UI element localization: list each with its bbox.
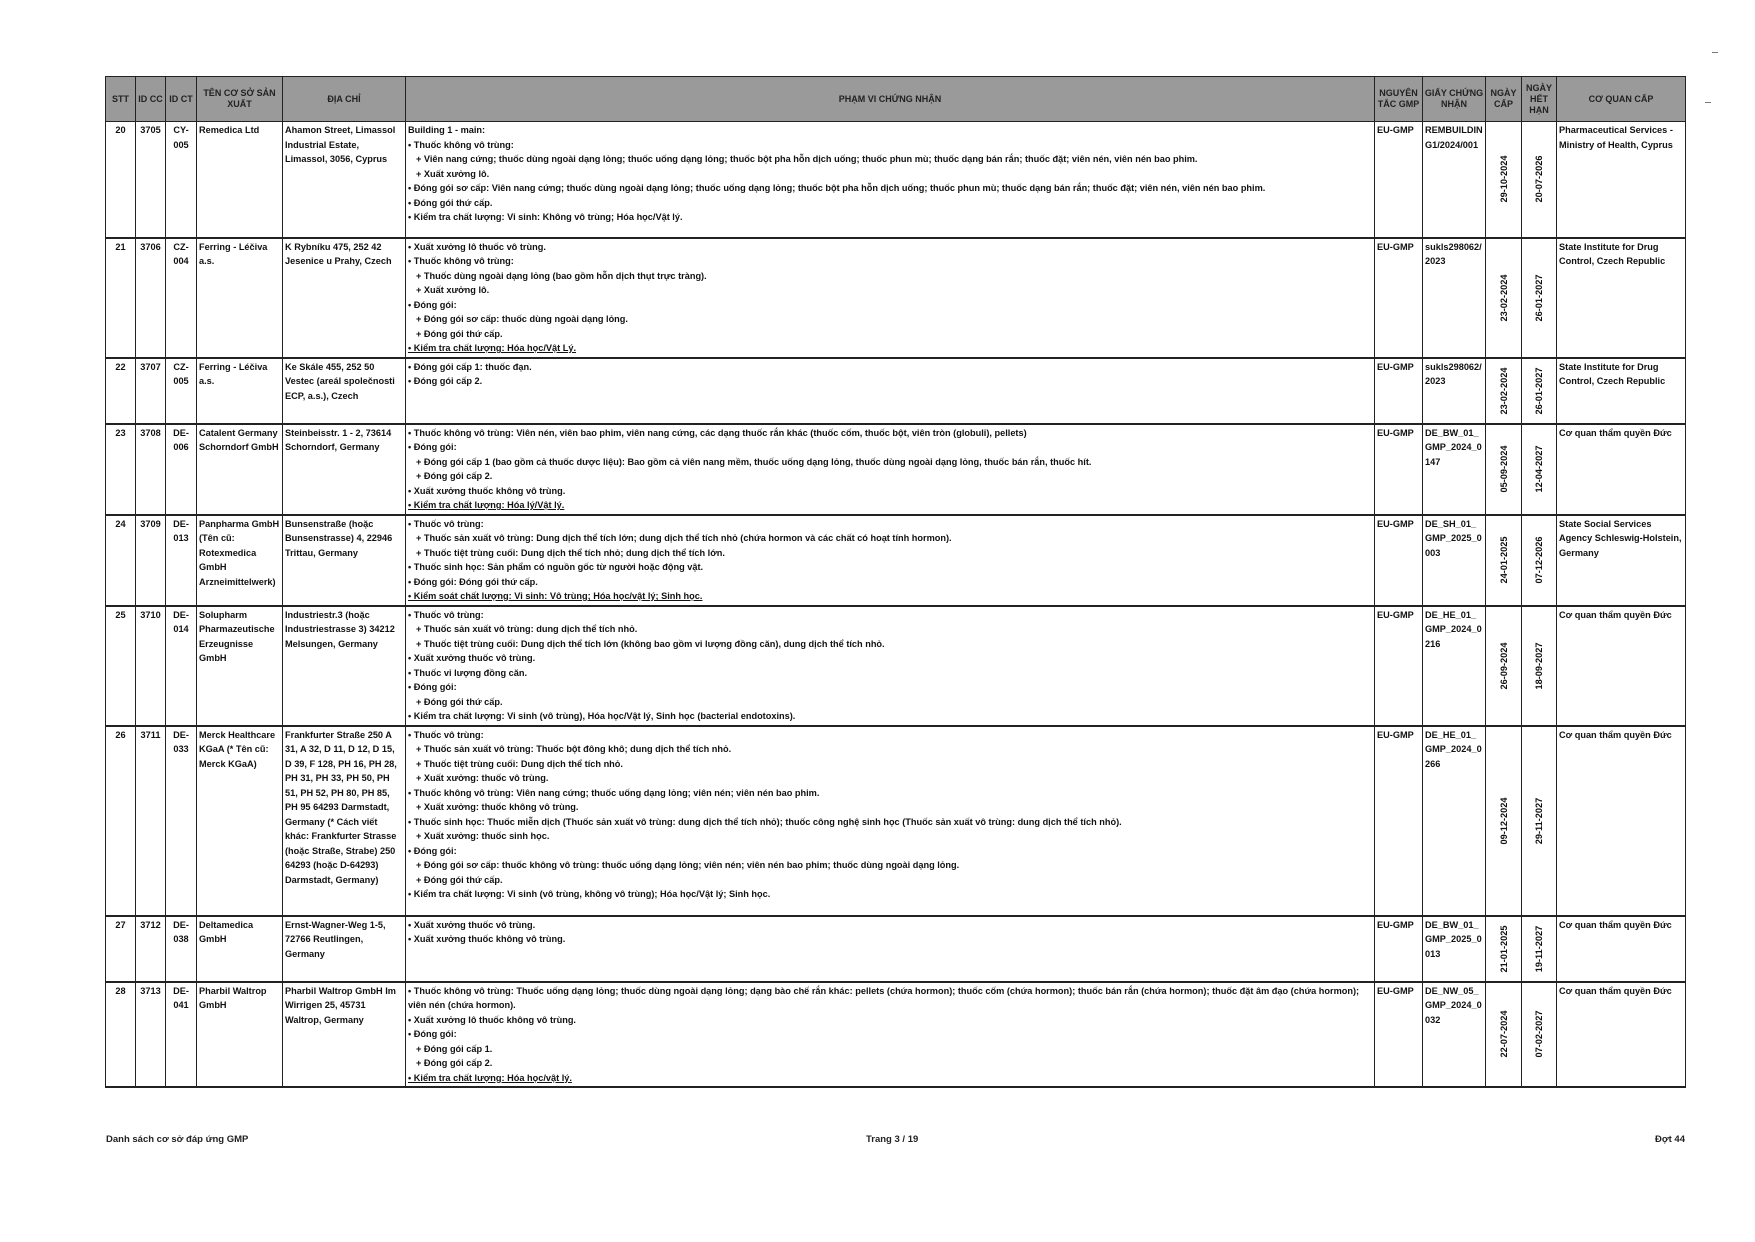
cell-id-ct: DE-041 (166, 982, 197, 1088)
scope-line: • Đóng gói sơ cấp: Viên nang cứng; thuốc dùng ngoài dạng lỏng; thuốc uống dạng lỏng; thuốc bột pha hỗn dịch uống; thuốc phun mù; thuốc dạng bán rắn; thuốc đặt; viên nén, viên nén bao phim. (408, 183, 1266, 193)
cell-issue-date (1486, 982, 1522, 1088)
cell-gmp: EU-GMP (1375, 515, 1423, 606)
cell-authority: State Institute for Drug Control, Czech Republic (1557, 238, 1686, 358)
scope-line: • Thuốc vi lượng đồng căn. (408, 667, 527, 678)
col-ngay-het-han: NGÀY HẾT HẠN (1522, 77, 1557, 122)
scope-line: + Đóng gói cấp 2. (416, 471, 493, 481)
cell-id-cc: 3707 (136, 358, 166, 424)
table-row (106, 424, 1686, 515)
cell-id-ct: CY-005 (166, 122, 197, 238)
col-id-ct: ID CT (166, 77, 197, 122)
cell-issue-date (1486, 424, 1522, 515)
footer-right: Đợt 44 (1655, 1134, 1685, 1145)
cell-expiry-date (1522, 726, 1557, 916)
cell-scope (406, 916, 1375, 982)
cell-gmp: EU-GMP (1375, 424, 1423, 515)
cell-issue-date (1486, 238, 1522, 358)
scope-line: + Đóng gói thứ cấp. (416, 696, 503, 707)
issue-date-text: 23-02-2024 (1498, 367, 1509, 414)
scope-line: • Đóng gói: (408, 299, 457, 310)
cell-name: Solupharm Pharmazeutische Erzeugnisse GmbH (197, 606, 283, 726)
footer-left: Danh sách cơ sở đáp ứng GMP (106, 1134, 249, 1145)
cell-stt: 26 (106, 726, 136, 916)
scope-line: • Kiểm tra chất lượng: Hóa học/vật lý. (408, 1072, 572, 1083)
cell-scope (406, 982, 1375, 1088)
issue-date-text: 05-09-2024 (1498, 445, 1509, 493)
expiry-date-text: 26-01-2027 (1533, 367, 1544, 414)
cell-gmp: EU-GMP (1375, 238, 1423, 358)
cell-stt: 28 (106, 982, 136, 1088)
scope-line: + Thuốc dùng ngoài dạng lỏng (bao gồm hỗn dịch thụt trực tràng). (416, 270, 707, 281)
cell-cert: DE_HE_01_GMP_2024_0266 (1423, 726, 1486, 916)
col-ngay-cap: NGÀY CẤP (1486, 77, 1522, 122)
cell-authority: Cơ quan thẩm quyền Đức (1557, 916, 1686, 982)
scope-line: • Đóng gói: (408, 845, 457, 856)
cell-name: Ferring - Léčiva a.s. (197, 358, 283, 424)
scope-line: • Thuốc sinh học: Sản phẩm có nguồn gốc từ người hoặc động vật. (408, 562, 704, 572)
cell-id-ct: DE-038 (166, 916, 197, 982)
cell-stt: 27 (106, 916, 136, 982)
cell-name: Pharbil Waltrop GmbH (197, 982, 283, 1088)
scope-line: + Thuốc tiệt trùng cuối: Dung dịch thể tích nhỏ; dung dịch thể tích lớn. (416, 547, 725, 558)
table-row (106, 238, 1686, 358)
scope-line: • Đóng gói: (408, 1029, 457, 1039)
cell-stt: 22 (106, 358, 136, 424)
cell-cert: sukls298062/2023 (1423, 358, 1486, 424)
expiry-date-text: 20-07-2026 (1533, 155, 1544, 203)
scope-line: + Đóng gói cấp 2. (416, 1058, 493, 1068)
scope-line: • Xuất xưởng lô thuốc vô trùng. (408, 241, 546, 252)
cell-id-cc: 3712 (136, 916, 166, 982)
scan-mark (1705, 102, 1711, 103)
issue-date-text: 09-12-2024 (1498, 797, 1509, 844)
table-row (106, 515, 1686, 606)
cell-issue-date (1486, 122, 1522, 238)
scope-line: • Thuốc không vô trùng: Viên nang cứng; thuốc uống dạng lỏng; viên nén; viên nén bao phim. (408, 787, 820, 798)
scope-line: + Xuất xưởng lô. (416, 285, 490, 295)
cell-scope (406, 122, 1375, 238)
cell-id-ct: CZ-005 (166, 358, 197, 424)
cell-scope (406, 606, 1375, 726)
col-dia-chi: ĐỊA CHỈ (283, 77, 406, 122)
scope-line: • Đóng gói: (408, 442, 457, 452)
cell-id-ct: DE-006 (166, 424, 197, 515)
col-nguyen-tac: NGUYÊN TẮC GMP (1375, 77, 1423, 122)
cell-id-cc: 3713 (136, 982, 166, 1088)
cell-cert: DE_SH_01_GMP_2025_0003 (1423, 515, 1486, 606)
cell-gmp: EU-GMP (1375, 726, 1423, 916)
cell-issue-date (1486, 606, 1522, 726)
cell-name: Ferring - Léčiva a.s. (197, 238, 283, 358)
scope-line: • Kiểm tra chất lượng: Vi sinh (vô trùng), Hóa học/Vật lý, Sinh học (bacterial endotoxins). (408, 711, 796, 721)
cell-name: Deltamedica GmbH (197, 916, 283, 982)
cell-expiry-date (1522, 515, 1557, 606)
table-row (106, 916, 1686, 982)
issue-date-text: 29-10-2024 (1498, 155, 1509, 203)
scope-line: + Đóng gói thứ cấp. (416, 328, 503, 339)
cell-id-cc: 3705 (136, 122, 166, 238)
cell-address: Steinbeisstr. 1 - 2, 73614 Schorndorf, Germany (283, 424, 406, 515)
scope-line: Building 1 - main: (408, 125, 486, 135)
scope-line: • Kiểm tra chất lượng: Hóa lý/Vật lý. (408, 500, 565, 510)
expiry-date-text: 07-12-2026 (1533, 536, 1544, 584)
col-giay-cn: GIẤY CHỨNG NHẬN (1423, 77, 1486, 122)
scope-line: • Kiểm soát chất lượng: Vi sinh: Vô trùng; Hóa học/vật lý; Sinh học. (408, 591, 703, 601)
cell-authority: Cơ quan thẩm quyền Đức (1557, 726, 1686, 916)
scope-line: • Kiểm tra chất lượng: Vi sinh: Không vô trùng; Hóa học/Vật lý. (408, 212, 683, 222)
scope-line: + Thuốc sản xuất vô trùng: Thuốc bột đông khô; dung dịch thể tích nhỏ. (416, 744, 732, 754)
cell-issue-date (1486, 358, 1522, 424)
expiry-date-text: 19-11-2027 (1533, 925, 1544, 972)
scope-line: • Xuất xưởng thuốc vô trùng. (408, 653, 536, 663)
scope-line: • Thuốc sinh học: Thuốc miễn dịch (Thuốc sản xuất vô trùng: dung dịch thể tích nhỏ); thuốc công nghệ sinh học (Thuốc sản xuất vô trùng: dung dịch thể tích nhỏ). (408, 816, 1122, 827)
cell-address: Ernst-Wagner-Weg 1-5, 72766 Reutlingen, Germany (283, 916, 406, 982)
cell-id-ct: DE-033 (166, 726, 197, 916)
scope-line: + Thuốc tiệt trùng cuối: Dung dịch thể tích nhỏ. (416, 758, 623, 769)
cell-stt: 24 (106, 515, 136, 606)
scope-line: + Đóng gói sơ cấp: thuốc không vô trùng: thuốc uống dạng lỏng; viên nén; viên nén bao phim; thuốc dùng ngoài dạng lỏng. (416, 860, 960, 870)
scope-line: • Kiểm tra chất lượng: Vi sinh (vô trùng, không vô trùng); Hóa học/Vật lý; Sinh học. (408, 889, 771, 899)
cell-name: Merck Healthcare KGaA (* Tên cũ: Merck KGaA) (197, 726, 283, 916)
table-row (106, 726, 1686, 916)
cell-scope (406, 424, 1375, 515)
scope-line: • Xuất xưởng lô thuốc không vô trùng. (408, 1014, 576, 1025)
scope-line: • Đóng gói cấp 2. (408, 376, 483, 386)
cell-address: K Rybníku 475, 252 42 Jesenice u Prahy, Czech (283, 238, 406, 358)
footer-page-number: Trang 3 / 19 (866, 1134, 919, 1145)
cell-gmp: EU-GMP (1375, 606, 1423, 726)
scope-line: + Thuốc sản xuất vô trùng: dung dịch thể tích nhỏ. (416, 624, 638, 634)
cell-stt: 20 (106, 122, 136, 238)
cell-id-ct: DE-013 (166, 515, 197, 606)
scan-mark (1712, 52, 1718, 53)
scope-line: + Xuất xưởng: thuốc vô trùng. (416, 773, 549, 783)
cell-expiry-date (1522, 916, 1557, 982)
cell-issue-date (1486, 916, 1522, 982)
col-pham-vi: PHẠM VI CHỨNG NHẬN (406, 77, 1375, 122)
scope-line: • Thuốc không vô trùng: Thuốc uống dạng lỏng; thuốc dùng ngoài dạng lỏng; dạng bào chế rắn khác: pellets (chứa hormon); thuốc cốm (chứa hormon); thuốc bán rắn (chứa hormon); thuốc đặt âm đạo (chứa hormon); viên nén (chứa hormon). (408, 985, 1360, 1010)
scope-line: + Thuốc sản xuất vô trùng: Dung dịch thể tích lớn; dung dịch thể tích nhỏ (chứa hormon và các chất có hoạt tính hormon). (416, 533, 952, 543)
scope-line: + Đóng gói cấp 1. (416, 1043, 493, 1054)
scope-line: + Đóng gói cấp 1 (bao gồm cả thuốc dược liệu): Bao gồm cả viên nang mềm, thuốc uống dạng lỏng, thuốc dùng ngoài dạng lỏng, thuốc bán rắn, thuốc hít. (416, 456, 1092, 467)
cell-expiry-date (1522, 238, 1557, 358)
scope-line: • Thuốc vô trùng: (408, 609, 484, 620)
table-row (106, 982, 1686, 1088)
cell-authority: Cơ quan thẩm quyền Đức (1557, 982, 1686, 1088)
scope-line: + Xuất xưởng: thuốc không vô trùng. (416, 802, 579, 812)
cell-id-cc: 3710 (136, 606, 166, 726)
scope-line: • Đóng gói thứ cấp. (408, 197, 493, 208)
cell-address: Frankfurter Straße 250 A 31, A 32, D 11, D 12, D 15, D 39, F 128, PH 16, PH 28, PH 31, PH 33, PH 50, PH 51, PH 52, PH 80, PH 85, PH 95 64293 Darmstadt, Germany (* Cách viết khác: Frankfurter Strasse (hoặc Straße, Strabe) 250 64293 (hoặc D-64293) Darmstadt, Germany) (283, 726, 406, 916)
cell-address: Pharbil Waltrop GmbH Im Wirrigen 25, 45731 Waltrop, Germany (283, 982, 406, 1088)
cell-name: Catalent Germany Schorndorf GmbH (197, 424, 283, 515)
cell-authority: Cơ quan thẩm quyền Đức (1557, 424, 1686, 515)
scope-line: + Đóng gói sơ cấp: thuốc dùng ngoài dạng lỏng. (416, 314, 628, 324)
table-row (106, 358, 1686, 424)
cell-address: Ahamon Street, Limassol Industrial Estate, Limassol, 3056, Cyprus (283, 122, 406, 238)
cell-address: Industriestr.3 (hoặc Industriestrasse 3) 34212 Melsungen, Germany (283, 606, 406, 726)
cell-gmp: EU-GMP (1375, 122, 1423, 238)
cell-id-cc: 3709 (136, 515, 166, 606)
cell-gmp: EU-GMP (1375, 916, 1423, 982)
issue-date-text: 22-07-2024 (1498, 1010, 1509, 1058)
cell-expiry-date (1522, 122, 1557, 238)
cell-authority: Cơ quan thẩm quyền Đức (1557, 606, 1686, 726)
cell-stt: 23 (106, 424, 136, 515)
cell-cert: DE_NW_05_GMP_2024_0032 (1423, 982, 1486, 1088)
col-co-quan-cap: CƠ QUAN CẤP (1557, 77, 1686, 122)
cell-authority: State Institute for Drug Control, Czech Republic (1557, 358, 1686, 424)
gmp-list-sheet (105, 76, 1685, 1088)
cell-id-ct: DE-014 (166, 606, 197, 726)
cell-cert: DE_BW_01_GMP_2024_0147 (1423, 424, 1486, 515)
cell-authority: State Social Services Agency Schleswig-Holstein, Germany (1557, 515, 1686, 606)
scope-line: • Thuốc không vô trùng: (408, 139, 514, 150)
scope-line: • Thuốc không vô trùng: (408, 256, 514, 266)
cell-authority: Pharmaceutical Services - Ministry of Health, Cyprus (1557, 122, 1686, 238)
cell-address: Ke Skále 455, 252 50 Vestec (areál společnosti ECP, a.s.), Czech (283, 358, 406, 424)
table-header-row (106, 77, 1686, 122)
cell-issue-date (1486, 726, 1522, 916)
cell-issue-date (1486, 515, 1522, 606)
scope-line: • Xuất xưởng thuốc không vô trùng. (408, 485, 566, 496)
cell-name: Panpharma GmbH (Tên cũ: Rotexmedica GmbH Arzneimittelwerk) (197, 515, 283, 606)
scope-line: • Đóng gói: (408, 682, 457, 692)
expiry-date-text: 29-11-2027 (1533, 797, 1544, 844)
cell-stt: 25 (106, 606, 136, 726)
issue-date-text: 24-01-2025 (1498, 536, 1509, 584)
col-ten-co-so: TÊN CƠ SỞ SẢN XUẤT (197, 77, 283, 122)
cell-gmp: EU-GMP (1375, 358, 1423, 424)
expiry-date-text: 18-09-2027 (1533, 642, 1544, 689)
cell-expiry-date (1522, 358, 1557, 424)
scope-line: • Xuất xưởng thuốc vô trùng. (408, 919, 536, 930)
issue-date-text: 26-09-2024 (1498, 642, 1509, 689)
cell-cert: sukls298062/2023 (1423, 238, 1486, 358)
table-row (106, 122, 1686, 238)
scope-line: • Xuất xưởng thuốc không vô trùng. (408, 934, 566, 944)
cell-cert: DE_HE_01_GMP_2024_0216 (1423, 606, 1486, 726)
scope-line: + Đóng gói thứ cấp. (416, 874, 503, 885)
issue-date-text: 23-02-2024 (1498, 274, 1509, 321)
col-stt: STT (106, 77, 136, 122)
cell-id-cc: 3706 (136, 238, 166, 358)
cell-scope (406, 358, 1375, 424)
expiry-date-text: 12-04-2027 (1533, 445, 1544, 493)
cell-cert: REMBUILDING1/2024/001 (1423, 122, 1486, 238)
cell-id-cc: 3711 (136, 726, 166, 916)
cell-expiry-date (1522, 424, 1557, 515)
scope-line: + Viên nang cứng; thuốc dùng ngoài dạng lỏng; thuốc uống dạng lỏng; thuốc bột pha hỗn dịch uống; thuốc phun mù; thuốc dạng bán rắn; thuốc đặt; viên nén, viên nén bao phim. (416, 154, 1198, 164)
scope-line: • Đóng gói cấp 1: thuốc đạn. (408, 361, 532, 372)
scope-line: • Thuốc không vô trùng: Viên nén, viên bao phim, viên nang cứng, các dạng thuốc rắn khác (thuốc cốm, thuốc bột, viên tròn (globuli), pellets) (408, 427, 1027, 438)
table-row (106, 606, 1686, 726)
cell-scope (406, 238, 1375, 358)
scope-line: • Thuốc vô trùng: (408, 729, 484, 740)
col-id-cc: ID CC (136, 77, 166, 122)
cell-id-ct: CZ-004 (166, 238, 197, 358)
gmp-table (105, 76, 1686, 1088)
cell-scope (406, 515, 1375, 606)
cell-gmp: EU-GMP (1375, 982, 1423, 1088)
cell-scope (406, 726, 1375, 916)
scope-line: • Đóng gói: Đóng gói thứ cấp. (408, 576, 538, 587)
scope-line: • Thuốc vô trùng: (408, 518, 484, 529)
cell-cert: DE_BW_01_GMP_2025_0013 (1423, 916, 1486, 982)
issue-date-text: 21-01-2025 (1498, 925, 1509, 972)
cell-name: Remedica Ltd (197, 122, 283, 238)
scope-line: + Xuất xưởng: thuốc sinh học. (416, 831, 550, 841)
expiry-date-text: 07-02-2027 (1533, 1010, 1544, 1058)
scope-line: • Kiểm tra chất lượng: Hóa học/Vật Lý. (408, 343, 577, 353)
scope-line: + Thuốc tiệt trùng cuối: Dung dịch thể tích lớn (không bao gồm vi lượng đồng căn), dung dịch thể tích nhỏ. (416, 638, 885, 649)
cell-expiry-date (1522, 606, 1557, 726)
cell-id-cc: 3708 (136, 424, 166, 515)
expiry-date-text: 26-01-2027 (1533, 274, 1544, 321)
cell-expiry-date (1522, 982, 1557, 1088)
cell-address: Bunsenstraße (hoặc Bunsenstrasse) 4, 22946 Trittau, Germany (283, 515, 406, 606)
cell-stt: 21 (106, 238, 136, 358)
scope-line: + Xuất xưởng lô. (416, 168, 490, 179)
